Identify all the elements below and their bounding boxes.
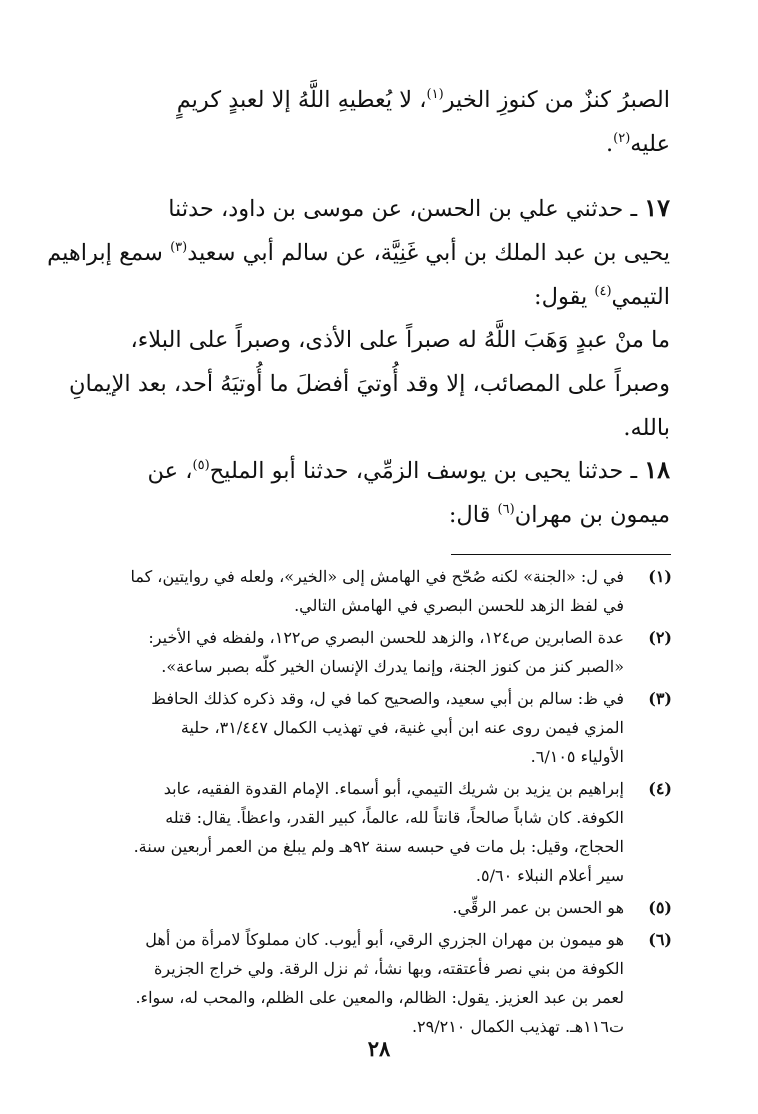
footnote-ref: (٥) [192, 458, 210, 473]
footnote-line: ت١١٦هـ. تهذيب الكمال ٢٩/٢١٠. [411, 1017, 624, 1036]
footnote-divider [451, 554, 671, 555]
footnote-3 [90, 684, 670, 771]
footnote-number: (٤) [648, 779, 672, 798]
text-line [96, 448, 670, 493]
footnote-line: «الصبر كنز من كنوز الجنة، وإنما يدرك الإنسان الخير كلّه بصبر ساعة». [161, 657, 624, 676]
footnote-number: (٢) [648, 628, 672, 647]
hadith-text [68, 318, 670, 450]
text-line [96, 186, 670, 231]
footnote-text [90, 893, 624, 922]
page-number: ٢٨ [367, 1036, 391, 1061]
footnote-6 [90, 925, 670, 1041]
text-line [96, 493, 670, 537]
footnote-line: هو ميمون بن مهران الجزري الرقي، أبو أيوب. كان مملوكاً لامرأة من أهل [145, 930, 624, 949]
text-line [96, 122, 670, 166]
text-segment: ميمون بن مهران [514, 502, 670, 528]
text-segment: يحيى بن عبد الملك بن أبي غَنِيَّة، عن سالم أبي سعيد [187, 240, 670, 266]
footnote-line: في لفظ الزهد للحسن البصري في الهامش التالي. [294, 596, 624, 615]
footnote-line: الأولياء ٦/١٠٥. [530, 747, 624, 766]
footnote-line: في ظ: سالم بن أبي سعيد، والصحيح كما في ل، وقد ذكره كذلك الحافظ [151, 689, 624, 708]
text-line [47, 231, 670, 275]
hadith-17 [47, 186, 670, 319]
footnote-line: في ل: «الجنة» لكنه صُحّح في الهامش إلى «الخير»، ولعله في روايتين، كما [130, 567, 624, 586]
footnote-number: (١) [648, 567, 672, 586]
text-segment: سمع إبراهيم [47, 240, 171, 266]
text-segment: الصبرُ كنزٌ من كنوزِ الخير [443, 87, 670, 113]
footnote-text [90, 774, 624, 890]
footnote-line: إبراهيم بن يزيد بن شريك التيمي، أبو أسماء. الإمام القدوة الفقيه، عابد [163, 779, 624, 798]
footnote-line: الكوفة. كان شاباً صالحاً، قانتاً لله، عالماً، كبير القدر، واعظاً. يقال: قتله [165, 808, 624, 827]
footnote-line: هو الحسن بن عمر الرقِّي. [452, 898, 624, 917]
footnote-ref: (٢) [613, 131, 631, 146]
footnote-number: (٥) [648, 898, 672, 917]
text-segment: التيمي [611, 284, 670, 310]
text-line [96, 78, 670, 122]
footnote-text [90, 562, 624, 620]
text-line: بالله. [623, 415, 670, 441]
footnotes [90, 562, 670, 1044]
text-line [96, 275, 670, 319]
footnote-line: لعمر بن عبد العزيز. يقول: الظالم، والمعين على الظلم، والمحب له، سواء. [135, 988, 624, 1007]
footnote-line: سير أعلام النبلاء ٥/٦٠. [475, 866, 624, 885]
footnote-ref: (٤) [594, 284, 612, 299]
footnote-5 [90, 893, 670, 922]
footnote-line: الكوفة من بني نصر فأعتقته، وبها نشأ، ثم نزل الرقة. ولي خراج الجزيرة [154, 959, 624, 978]
footnote-line: المزي فيمن روى عنه ابن أبي غنية، في تهذيب الكمال ٣١/٤٤٧، حلية [180, 718, 624, 737]
hadith-number: ١٧ [644, 193, 670, 222]
footnote-line: عدة الصابرين ص١٢٤، والزهد للحسن البصري ص١٢٢، ولفظه في الأخير: [148, 628, 624, 647]
footnote-number: (٣) [648, 689, 672, 708]
footnote-ref: (٣) [170, 240, 188, 255]
footnote-number: (٦) [648, 930, 672, 949]
text-segment: عليه [630, 131, 670, 157]
footnote-text [90, 925, 624, 1041]
text-line: وصبراً على المصائب، إلا وقد أُوتيَ أفضلَ ما أُوتيَهُ أحد، بعد الإيمانِ [68, 371, 670, 397]
footnote-1 [90, 562, 670, 620]
text-line: ما منْ عبدٍ وَهَبَ اللَّهُ له صبراً على الأذى، وصبراً على البلاء، [130, 327, 670, 353]
text-segment: ، لا يُعطيهِ اللَّهُ إلا لعبدٍ كريمٍ [176, 87, 427, 113]
footnote-line: الحجاج، وقيل: بل مات في حبسه سنة ٩٢هـ ولم يبلغ من العمر أربعين سنة. [133, 837, 624, 856]
text-segment: ـ حدثنا يحيى بن يوسف الزمِّي، حدثنا أبو المليح [209, 458, 638, 484]
footnote-ref: (١) [426, 87, 444, 102]
footnote-ref: (٦) [497, 502, 515, 517]
footnote-2 [90, 623, 670, 681]
main-paragraph-1 [96, 78, 670, 166]
footnote-text [90, 684, 624, 771]
hadith-number: ١٨ [644, 455, 670, 484]
text-segment: . [605, 131, 614, 157]
hadith-18 [96, 448, 670, 537]
text-segment: قال: [448, 502, 498, 528]
text-segment: ـ حدثني علي بن الحسن، عن موسى بن داود، حدثنا [168, 196, 638, 222]
text-segment: يقول: [534, 284, 595, 310]
footnote-4 [90, 774, 670, 890]
footnote-text [90, 623, 624, 681]
text-segment: ، عن [147, 458, 193, 484]
